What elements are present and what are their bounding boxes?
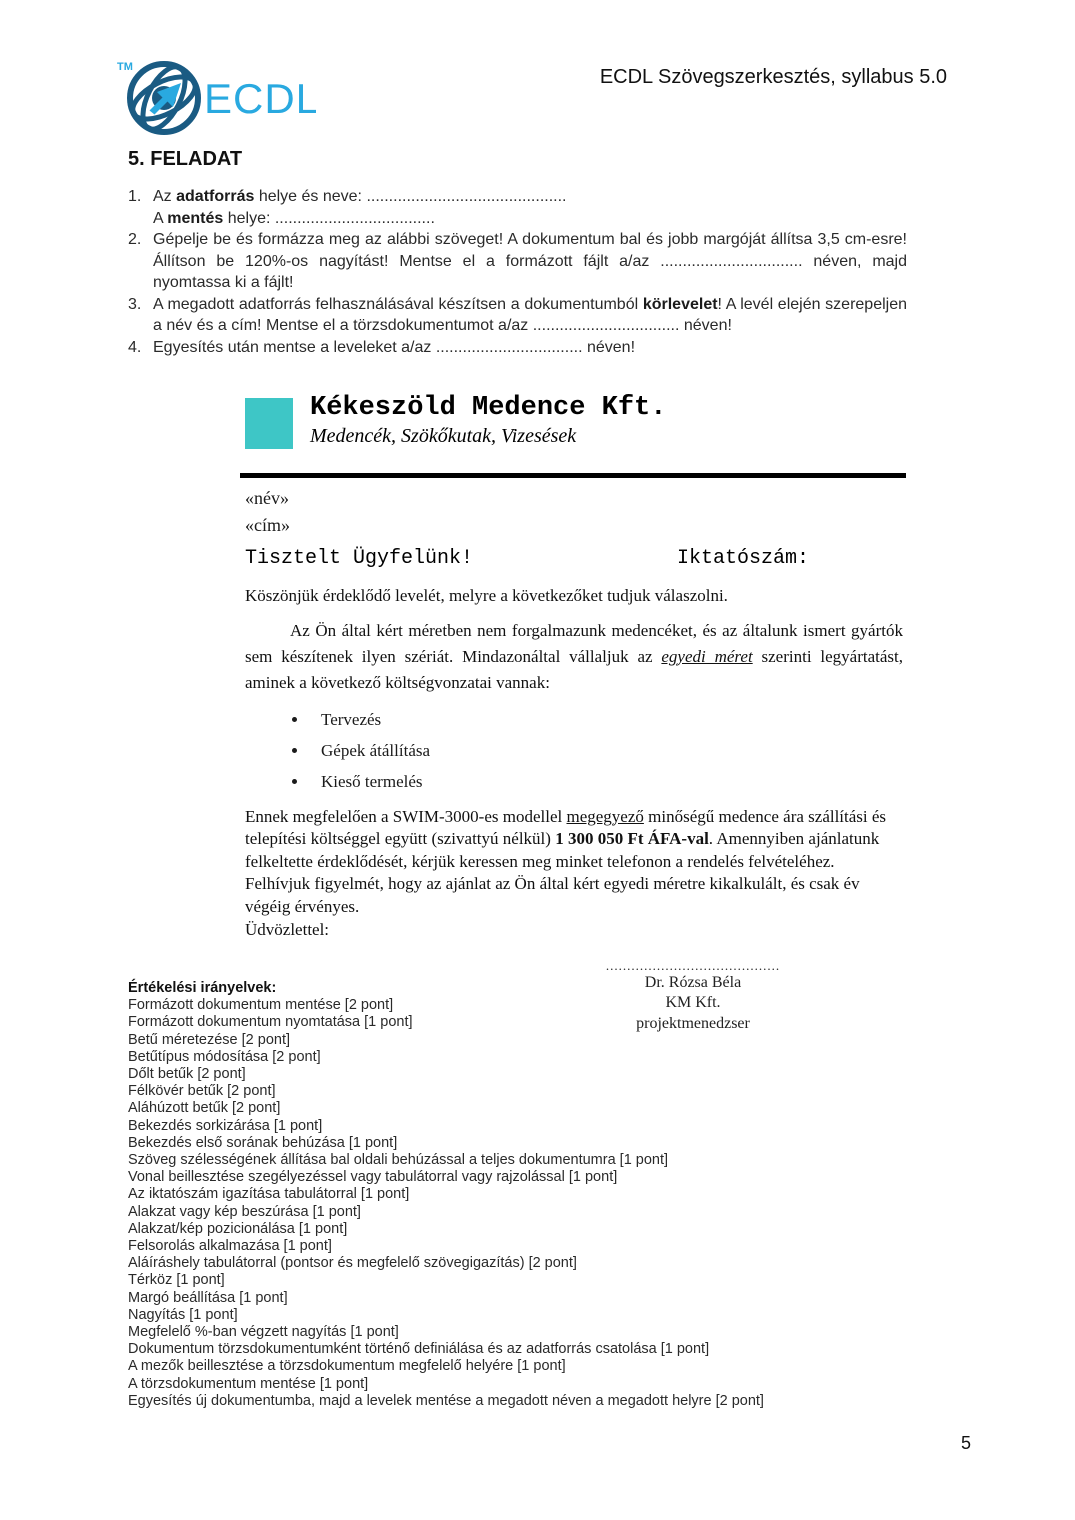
p3-seg3: . Amennyiben ajánlatunk felkeltette érdeklődését, kérjük keressen meg minket telefonon a rendelés felvételéhez. Felhívjuk figyelmét, hogy az ajánlat az Ön által kért egyedi méretre kikalkulált, és csak év végéig érvényes. xyxy=(245,829,880,916)
p2-post: szerinti legyártatást, aminek a következő költségvonzatai vannak: xyxy=(245,646,903,692)
merge-field: «cím» xyxy=(245,515,290,535)
task-item-3 xyxy=(128,294,907,337)
evaluation-item: Félkövér betűk [2 pont] xyxy=(128,1083,276,1100)
letterhead-text xyxy=(310,393,666,450)
signature-role: projektmenedzser xyxy=(636,1014,750,1032)
evaluation-item: Vonal beillesztése szegélyezéssel vagy tabulátorral vagy rajzolással [1 pont] xyxy=(128,1169,618,1186)
reference-number-label: Iktatószám: xyxy=(677,547,810,570)
evaluation-item: Alakzat vagy kép beszúrása [1 pont] xyxy=(128,1203,361,1220)
evaluation-item: Betűtípus módosítása [2 pont] xyxy=(128,1048,321,1065)
p3-price: 1 300 050 Ft ÁFA-val xyxy=(555,829,709,848)
p3-underlined: megegyező xyxy=(566,806,644,826)
evaluation-item: Felsorolás alkalmazása [1 pont] xyxy=(128,1238,332,1255)
t1-l2-bold: mentés xyxy=(167,209,224,227)
merge-field: «név» xyxy=(245,488,289,508)
letter-paragraph-2 xyxy=(245,618,903,696)
bullet-list xyxy=(309,709,903,793)
salutation-row xyxy=(245,547,903,571)
evaluation-item: Szöveg szélességének állítása bal oldali behúzással a teljes dokumentumra [1 pont] xyxy=(128,1152,669,1169)
task-item-4-text: Egyesítés után mentse a leveleket a/az ................................. néven! xyxy=(153,338,636,356)
merge-fields xyxy=(245,485,903,539)
letter-closing: Üdvözlettel: xyxy=(245,920,330,939)
letterhead-accent-square xyxy=(245,398,293,449)
evaluation-item: Bekezdés első sorának behúzása [1 pont] xyxy=(128,1134,398,1151)
t1-post: helye és neve: ............................................. xyxy=(254,188,567,205)
task-item-4 xyxy=(128,337,907,359)
task-item-2-number: 2. xyxy=(128,231,142,248)
t1-l2-post: helye: .................................... xyxy=(223,209,435,227)
t1-l2-pre: A xyxy=(153,209,168,227)
salutation: Tisztelt Ügyfelünk! xyxy=(245,547,474,570)
signature-dotted-line: ......................................... xyxy=(605,957,781,973)
bullet-item: • Kieső termelés xyxy=(309,771,903,793)
evaluation-list xyxy=(128,997,958,1410)
task-item-4-number: 4. xyxy=(128,338,142,356)
task-item-1-line2 xyxy=(153,208,907,230)
evaluation-item: Aláíráshely tabulátorral (pontsor és megfelelő szövegigazítás) [2 pont] xyxy=(128,1255,577,1272)
evaluation-item: Formázott dokumentum mentése [2 pont] xyxy=(128,997,394,1014)
evaluation-item: Margó beállítása [1 pont] xyxy=(128,1289,288,1306)
evaluation-item: Formázott dokumentum nyomtatása [1 pont] xyxy=(128,1014,413,1031)
task-item-1-line1 xyxy=(153,186,907,208)
t1-pre: Az xyxy=(153,188,177,205)
task-item-3-number: 3. xyxy=(128,295,142,313)
evaluation-item: Nagyítás [1 pont] xyxy=(128,1306,238,1323)
evaluation-heading: Értékelési irányelvek: xyxy=(128,980,277,996)
evaluation-item: Alakzat/kép pozicionálása [1 pont] xyxy=(128,1220,348,1237)
evaluation-item: Dőlt betűk [2 pont] xyxy=(128,1066,246,1083)
evaluation-item: Térköz [1 pont] xyxy=(128,1272,225,1289)
bullet-item: • Tervezés xyxy=(309,709,903,731)
evaluation-item: Aláhúzott betűk [2 pont] xyxy=(128,1100,281,1117)
evaluation-item: Megfelelő %-ban végzett nagyítás [1 pont] xyxy=(128,1324,399,1341)
evaluation-item: Bekezdés sorkizárása [1 pont] xyxy=(128,1117,323,1134)
bullet-item: • Gépek átállítása xyxy=(309,740,903,762)
task-item-1 xyxy=(128,186,907,229)
ecdl-logo xyxy=(116,54,316,145)
task-heading: 5. FELADAT xyxy=(128,148,243,170)
letter-document xyxy=(245,393,903,1034)
p2-emphasis: egyedi méret xyxy=(661,646,753,666)
document-title: ECDL Szövegszerkesztés, syllabus 5.0 xyxy=(599,66,947,88)
t1-bold: adatforrás xyxy=(176,188,255,205)
evaluation-item: Dokumentum törzsdokumentumként történő definiálása és az adatforrás csatolása [1 pont] xyxy=(128,1341,710,1358)
ecdl-globe-icon xyxy=(116,54,316,140)
company-name: Kékeszöld Medence Kft. xyxy=(310,393,667,423)
evaluation-item: Betű méretezése [2 pont] xyxy=(128,1031,291,1048)
evaluation-item: A mezők beillesztése a törzsdokumentum megfelelő helyére [1 pont] xyxy=(128,1358,566,1375)
t3-bold: körlevelet xyxy=(642,295,718,313)
task-item-2-text: Gépelje be és formázza meg az alábbi szöveget! A dokumentum bal és jobb margóját állítsa 3,5 cm-esre! Állítson be 120%-os nagyítást! Mentse el a formázott fájlt a/az ................................ néven, majd nyomtassa ki a fájlt! xyxy=(153,231,907,291)
signature-company: KM Kft. xyxy=(665,994,721,1011)
ecdl-brand-text: ECDL xyxy=(204,75,316,122)
t3-pre: A megadott adatforrás felhasználásával készítsen a dokumentumból xyxy=(153,295,643,313)
evaluation-item: Egyesítés új dokumentumba, majd a levelek mentése a megadott néven a megadott helyre [2 pont] xyxy=(128,1392,764,1409)
evaluation-item: A törzsdokumentum mentése [1 pont] xyxy=(128,1375,369,1392)
page-number: 5 xyxy=(961,1433,972,1453)
evaluation-section xyxy=(128,980,958,1410)
company-tagline: Medencék, Szökőkutak, Vizesések xyxy=(310,425,577,447)
task-item-2 xyxy=(128,229,907,294)
task-item-1-number: 1. xyxy=(128,188,142,205)
letterhead xyxy=(245,393,903,450)
p2-pre: Az Ön által kért méretben nem forgalmazunk medencéket, és az általunk ismert gyártók sem készítenek ilyen szériát. Mindazonáltal vállaljuk az xyxy=(245,620,903,666)
tm-mark: TM xyxy=(117,61,133,73)
letter-paragraph-3 xyxy=(245,806,903,919)
task-section xyxy=(128,148,907,358)
p3-seg1: Ennek megfelelően a SWIM-3000-es modellel xyxy=(245,806,567,826)
p3-seg2: minőségű medence ára szállítási és telepítési költséggel együtt (szivattyú nélkül) xyxy=(245,806,887,848)
letterhead-rule xyxy=(240,473,906,478)
evaluation-item: Az iktatószám igazítása tabulátorral [1 pont] xyxy=(128,1186,410,1203)
signature-name: Dr. Rózsa Béla xyxy=(644,973,742,991)
letter-paragraph-1: Köszönjük érdeklődő levelét, melyre a következőket tudjuk válaszolni. xyxy=(245,586,728,605)
t3-post: ! A levél elején szerepeljen a név és a cím! Mentse el a törzsdokumentumot a/az ................................. néven! xyxy=(153,295,907,334)
